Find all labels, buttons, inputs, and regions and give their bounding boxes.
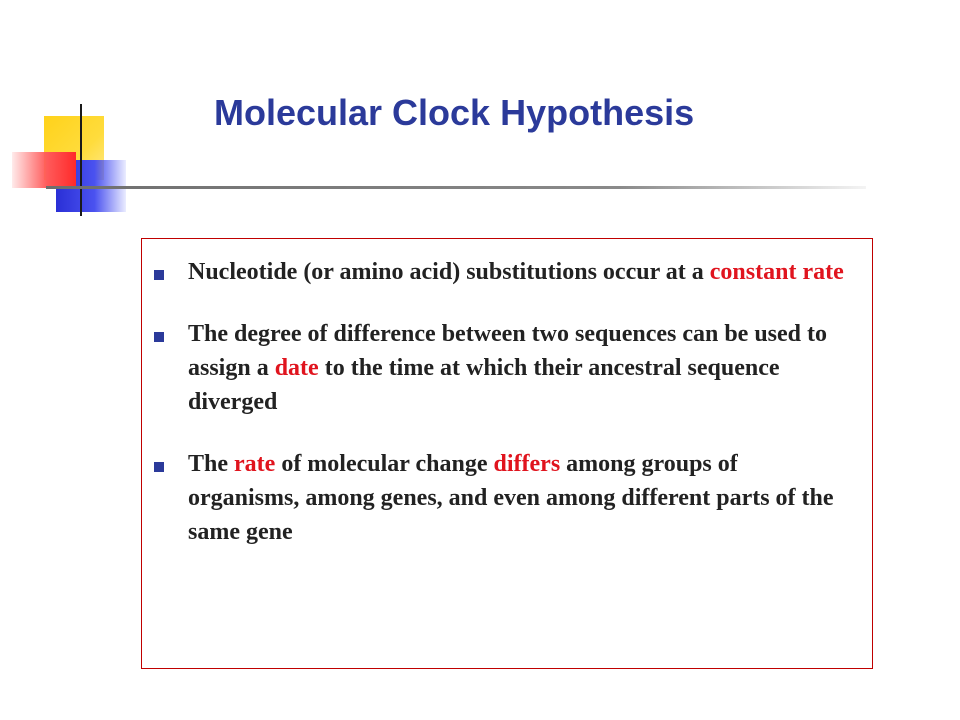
bullet-text: The degree of difference between two sequences can be used to assign a [188,321,828,381]
highlight-text: rate [234,451,276,477]
title-divider-line [46,186,866,189]
bullet-item-date [188,317,848,419]
highlight-text: date [274,355,319,381]
slide-title: Molecular Clock Hypothesis [214,92,695,133]
content-box [141,238,873,669]
bullet-item-rate-differs [188,447,848,549]
bullet-square-icon [154,462,164,472]
bullet-square-icon [154,270,164,280]
bullet-square-icon [154,332,164,342]
logo-red-bar [12,152,76,188]
bullet-text: The [188,451,235,477]
bullet-text: of molecular change [275,451,494,477]
bullet-text: Nucleotide (or amino acid) substitutions occur at a [188,259,710,285]
highlight-text: constant rate [709,259,844,285]
bullet-item-constant-rate [188,255,848,289]
bullet-text: to the time at which their ancestral sequence diverged [188,355,780,415]
bullet-text: among groups of organisms, among genes, and even among different parts of the same gene [188,451,834,545]
logo-vertical-line [80,104,82,216]
bullet-list [188,255,848,549]
highlight-text: differs [493,451,561,477]
decorative-logo [0,0,140,230]
